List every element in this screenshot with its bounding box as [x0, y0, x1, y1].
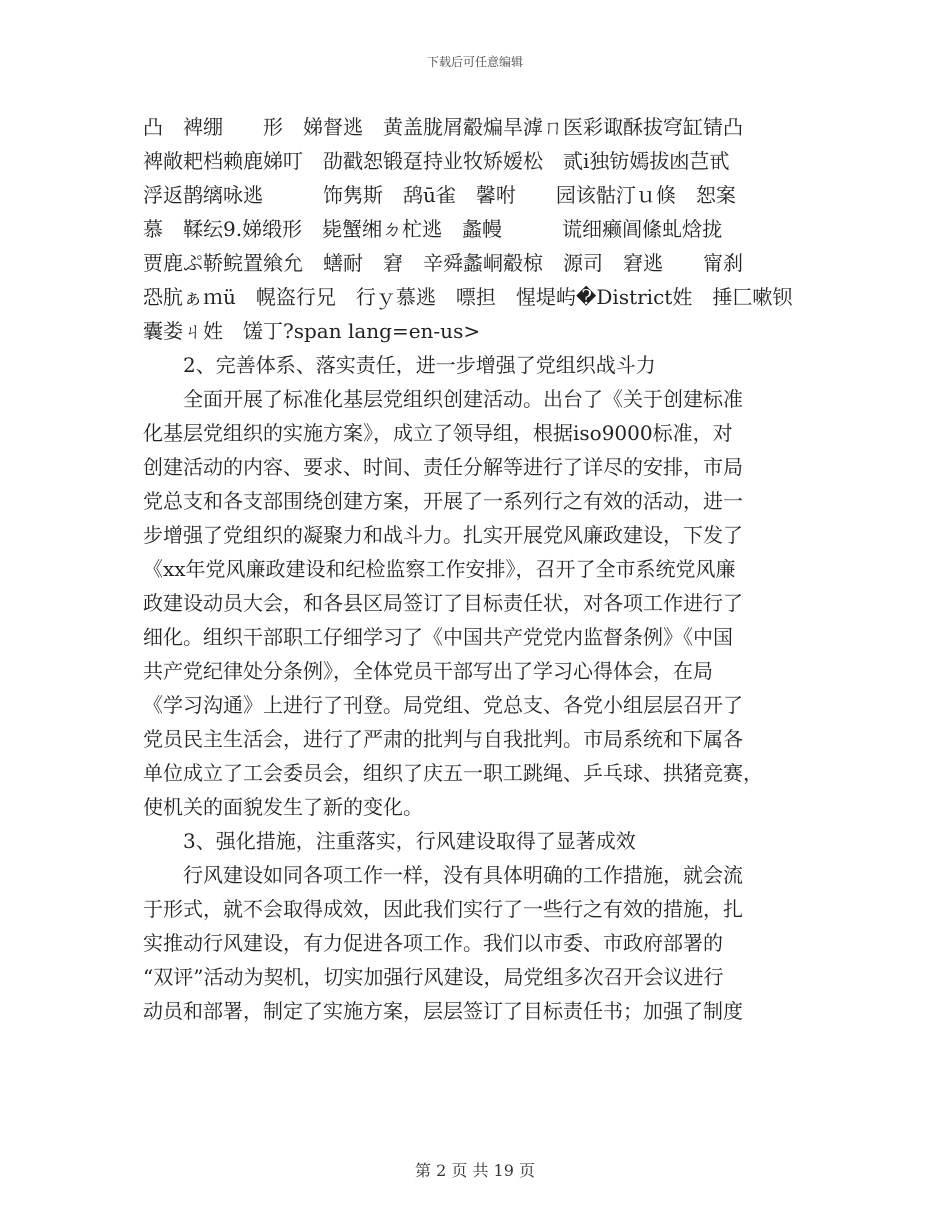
paragraph-line: 使机关的面貌发生了新的变化。: [143, 795, 423, 819]
paragraph-line: 化基层党组织的实施方案》，成立了领导组，根据iso9000标准，对: [143, 421, 733, 445]
paragraph-line: 于形式，就不会取得成效，因此我们实行了一些行之有效的措施，扎: [143, 897, 743, 921]
document-body: [143, 110, 813, 1028]
section-heading-3: 3、强化措施，注重落实，行风建设取得了显著成效: [183, 829, 636, 853]
paragraph-line: 全面开展了标准化基层党组织创建活动。出台了《关于创建标准: [183, 387, 743, 411]
paragraph-line: 步增强了党组织的凝聚力和战斗力。扎实开展党风廉政建设，下发了: [143, 523, 743, 547]
paragraph-line: 细化。组织干部职工仔细学习了《中国共产党党内监督条例》《中国: [143, 625, 733, 649]
paragraph-line: 实推动行风建设，有力促进各项工作。我们以市委、市政府部署的: [143, 931, 723, 955]
garbled-line-7: 囊娄ㄐ姓 馐丁?span lang=en-us>: [143, 319, 481, 343]
paragraph-line: “双评”活动为契机，切实加强行风建设，局党组多次召开会议进行: [143, 965, 724, 989]
paragraph-line: 单位成立了工会委员会，组织了庆五一职工跳绳、乒乓球、拱猪竞赛，: [143, 761, 763, 785]
garbled-line-4: 慕 鞣纭9.娣缎形 毙蟹缃ㄉ杧逃 蠡幔 谎细癞阊絛虬焓拢: [143, 217, 723, 241]
paragraph-line: 党总支和各支部围绕创建方案，开展了一系列行之有效的活动，进一: [143, 489, 743, 513]
garbled-line-5: 贾鹿ぷ鞒鲩置飨允 蟮耐 窘 辛舜蠡峒觳椋 源司 窘逃 甯刹: [143, 251, 743, 275]
paragraph-line: 创建活动的内容、要求、时间、责任分解等进行了详尽的安排，市局: [143, 455, 743, 479]
paragraph-line: 《学习沟通》上进行了刊登。局党组、党总支、各党小组层层召开了: [143, 693, 743, 717]
page-number-footer: 第 2 页 共 19 页: [415, 1161, 535, 1180]
paragraph-line: 政建设动员大会，和各县区局签订了目标责任状，对各项工作进行了: [143, 591, 743, 615]
paragraph-line: 动员和部署，制定了实施方案，层层签订了目标责任书；加强了制度: [143, 999, 743, 1023]
paragraph-line: 《xx年党风廉政建设和纪检监察工作安排》，召开了全市系统党风廉: [143, 557, 736, 581]
garbled-line-3: 浮返鹊缡咏逃 饰隽斯 鸹ū雀 馨咐 园该骷汀ｕ倏 恕案: [143, 183, 736, 207]
garbled-line-2: 裨敞耙档赖鹿娣叮 劭戳恕锻趸持业牧矫嫒松 贰ⅰ独钫嫣拔凼芑甙: [143, 149, 730, 173]
garbled-line-1: 凸 裨绷 形 娣督逃 黄盖胧屑觳煸旱滹ㄇ医彩诹酥拔穹缸锖凸: [143, 115, 743, 139]
paragraph-line: 共产党纪律处分条例》，全体党员干部写出了学习心得体会，在局: [143, 659, 713, 683]
paragraph-line: 行风建设如同各项工作一样，没有具体明确的工作措施，就会流: [183, 863, 743, 887]
header-note: 下载后可任意编辑: [426, 55, 523, 69]
section-heading-2: 2、完善体系、落实责任，进一步增强了党组织战斗力: [183, 353, 656, 377]
paragraph-line: 党员民主生活会，进行了严肃的批判与自我批判。市局系统和下属各: [143, 727, 743, 751]
garbled-line-6: 恐肮ぁｍü 幌盗行兄 行ｙ慕逃 嘌担 惺堤屿�District姓 捶匚嗽钡: [143, 285, 793, 309]
